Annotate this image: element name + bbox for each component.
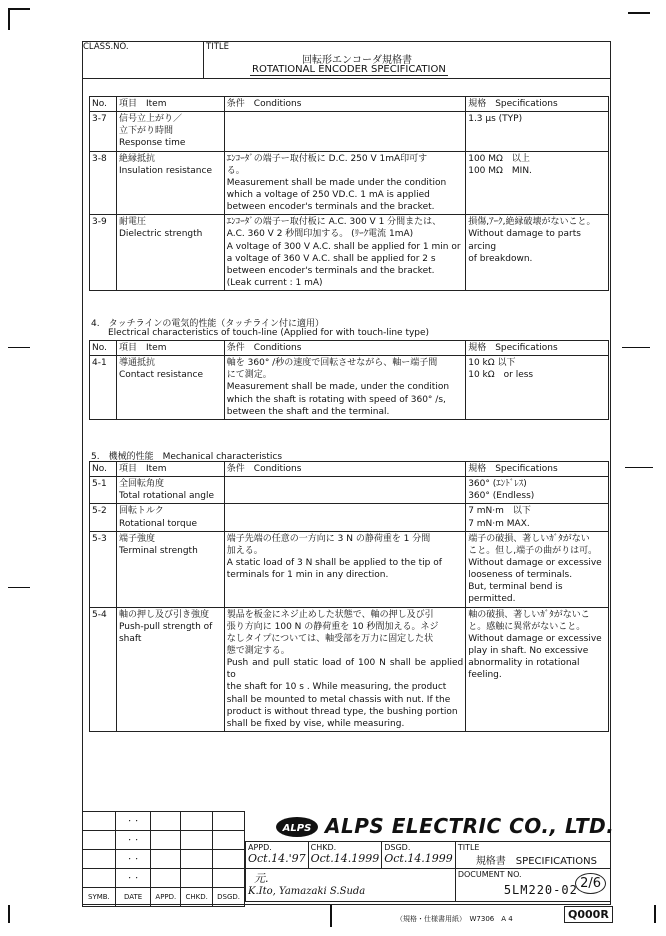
- col-item: 項目 Item: [116, 97, 224, 112]
- item-line: 軸の押し及び引き強度: [118, 609, 209, 620]
- row-item: [116, 151, 224, 215]
- signature-name-2: Yamazaki: [279, 886, 327, 897]
- dsgd-signature-date: Oct.14.1999: [384, 852, 453, 865]
- class-no-label: CLASS.NO.: [83, 42, 129, 52]
- col-specs: 規格 Specifications: [466, 97, 609, 112]
- item-line: Response time: [118, 138, 186, 149]
- row-no: 3-9: [90, 215, 117, 291]
- table-row: [90, 531, 609, 607]
- row-conditions: [224, 215, 465, 291]
- condition-line: which a voltage of 250 VD.C. 1 mA is applied: [226, 189, 430, 200]
- spec-table-1: [89, 96, 609, 291]
- revision-cell: [83, 869, 116, 888]
- item-line: shaft: [118, 633, 142, 644]
- table-row: [90, 151, 609, 215]
- revision-cell: [83, 831, 116, 850]
- spec-line: 損傷,ｱｰｸ,絶縁破壊がないこと。: [468, 217, 596, 228]
- revision-cell: [83, 812, 116, 831]
- row-no: 5-2: [90, 504, 117, 531]
- condition-line: the shaft for 10 s . While measuring, the product: [226, 682, 447, 693]
- registration-mark-mr2: [622, 347, 650, 348]
- spec-line: 100 MΩ MIN.: [468, 165, 532, 176]
- revision-row: [83, 812, 245, 831]
- row-item: [116, 607, 224, 731]
- title-block-label: TITLE: [457, 843, 480, 852]
- spec-line: 100 MΩ 以上: [468, 153, 530, 164]
- condition-line: between the shaft and the terminal.: [226, 406, 390, 417]
- revision-cell: [181, 869, 213, 888]
- revision-cell: ・・: [115, 869, 151, 888]
- dsgd-cell: [382, 842, 456, 869]
- item-line: Total rotational angle: [118, 491, 214, 502]
- revision-row: [83, 831, 245, 850]
- chkd-cell: [308, 842, 382, 869]
- condition-line: between encoder's terminals and the bracket.: [226, 202, 435, 213]
- condition-line: between encoder's terminals and the bracket.: [226, 265, 435, 276]
- chkd-signature-date: Oct.14.1999: [310, 852, 380, 865]
- revision-cell: [151, 812, 181, 831]
- col-no: No.: [90, 97, 117, 112]
- section-5-title: 5. 機械的性能 Mechanical characteristics: [91, 452, 283, 462]
- alps-logo-icon: [275, 816, 319, 838]
- item-line: 回転トルク: [118, 506, 164, 517]
- spec-line: 10 kΩ 以下: [468, 358, 516, 369]
- revision-cell: [213, 831, 245, 850]
- signature-name-1: K.Ito: [248, 886, 273, 897]
- title-jp: 回転形エンコーダ規格書: [302, 55, 412, 66]
- item-line: 耐電圧: [118, 217, 146, 228]
- row-specs: [466, 151, 609, 215]
- spec-line: Without damage or excessive: [468, 557, 602, 568]
- row-specs: [466, 215, 609, 291]
- row-conditions: [224, 356, 465, 420]
- registration-mark-ml2: [8, 587, 30, 588]
- row-item: [116, 477, 224, 504]
- appd-label: APPD.: [248, 843, 272, 852]
- spec-line: But, terminal bend is permitted.: [468, 582, 563, 605]
- registration-mark-br: [654, 905, 656, 923]
- condition-line: 軸を 360° /秒の速度で回転させながら、軸ー端子間: [226, 358, 438, 369]
- document-no-label: DOCUMENT NO.: [457, 870, 522, 879]
- row-conditions: [224, 504, 465, 531]
- rev-col-symb: SYMB.: [83, 888, 116, 907]
- registration-mark-tl-v: [8, 8, 10, 30]
- condition-line: which the shaft is rotating with speed of 360° /s,: [226, 394, 446, 405]
- signature-cell: [246, 869, 456, 902]
- condition-line: product is without thread type, the bushing portion: [226, 706, 458, 717]
- table-row: [90, 504, 609, 531]
- revision-cell: [181, 831, 213, 850]
- row-item: [116, 531, 224, 607]
- rev-col-date: DATE: [115, 888, 151, 907]
- condition-line: A voltage of 300 V A.C. shall be applied for 1 min or: [226, 241, 461, 252]
- row-conditions: [224, 607, 465, 731]
- spec-line: こと。但し,端子の曲がりは可。: [468, 545, 598, 556]
- revision-header-row: [83, 888, 245, 907]
- col-conditions: 条件 Conditions: [224, 462, 465, 477]
- title-en: ROTATIONAL ENCODER SPECIFICATION: [252, 64, 446, 75]
- revision-cell: [151, 831, 181, 850]
- document-no-cell: [455, 869, 610, 902]
- condition-line: A static load of 3 N shall be applied to the tip of: [226, 557, 442, 568]
- condition-line: terminals for 1 min in any direction.: [226, 570, 389, 581]
- signature-name-3: S.Suda: [329, 886, 366, 897]
- revision-table: [82, 811, 245, 907]
- revision-cell: [181, 812, 213, 831]
- table-header-row: [90, 341, 609, 356]
- table-row: [90, 112, 609, 151]
- table-row: [90, 477, 609, 504]
- spec-line: 端子の破損、著しいｶﾞﾀがない: [468, 533, 590, 544]
- col-no: No.: [90, 462, 117, 477]
- signature-names: K.Ito, Yamazaki S.Suda: [248, 886, 366, 897]
- title-box: [204, 41, 611, 79]
- item-line: Rotational torque: [118, 518, 198, 529]
- item-line: 絶縁抵抗: [118, 153, 155, 164]
- condition-line: shall be fixed by vise, while measuring.: [226, 718, 405, 729]
- row-specs: [466, 477, 609, 504]
- signature-mark: 元.: [254, 872, 269, 885]
- spec-line: Without damage or excessive: [468, 633, 602, 644]
- col-conditions: 条件 Conditions: [224, 97, 465, 112]
- condition-line: a voltage of 360 V A.C. shall be applied for 2 s: [226, 253, 436, 264]
- row-no: 3-8: [90, 151, 117, 215]
- spec-line: of breakdown.: [468, 253, 533, 264]
- spec-line: 1.3 μs (TYP): [468, 114, 523, 125]
- item-line: Terminal strength: [118, 545, 198, 556]
- row-no: 3-7: [90, 112, 117, 151]
- condition-line: Measurement shall be made under the condition: [226, 177, 447, 188]
- revision-cell: ・・: [115, 850, 151, 869]
- row-item: [116, 215, 224, 291]
- spec-line: 10 kΩ or less: [468, 370, 534, 381]
- company-name: ALPS ELECTRIC CO., LTD.: [325, 814, 615, 838]
- condition-line: 張り方向に 100 N の静荷重を 10 秒間加える。ネジ: [226, 621, 439, 632]
- table-row: [90, 215, 609, 291]
- item-line: Push-pull strength of: [118, 621, 213, 632]
- rev-col-appd: APPD.: [151, 888, 181, 907]
- col-specs: 規格 Specifications: [466, 341, 609, 356]
- item-line: 全回転角度: [118, 479, 164, 490]
- item-line: 立下がり時間: [118, 126, 173, 137]
- condition-line: ｴﾝｺｰﾀﾞの端子ー取付板に A.C. 300 V 1 分間または、: [226, 217, 442, 228]
- col-specs: 規格 Specifications: [466, 462, 609, 477]
- rev-col-dsgd: DSGD.: [213, 888, 245, 907]
- section-4-title-jp: 4. タッチラインの電気的性能（タッチライン付に適用）: [91, 319, 325, 329]
- revision-cell: [83, 850, 116, 869]
- spec-line: と。感触に異常がないこと。: [468, 621, 586, 632]
- spec-table-5: [89, 461, 609, 732]
- title-label: TITLE: [206, 42, 229, 52]
- quality-stamp: Q000R: [564, 906, 613, 923]
- revision-row: [83, 850, 245, 869]
- condition-line: 端子先端の任意の一方向に 3 N の静荷重を 1 分間: [226, 533, 431, 544]
- condition-line: 態で測定する。: [226, 645, 290, 656]
- item-line: 信号立上がり／: [118, 114, 182, 125]
- row-item: [116, 504, 224, 531]
- col-no: No.: [90, 341, 117, 356]
- row-item: [116, 356, 224, 420]
- item-line: 端子強度: [118, 533, 155, 544]
- item-line: Dielectric strength: [118, 229, 203, 240]
- page-number: 2/6: [575, 873, 606, 894]
- table-header-row: [90, 97, 609, 112]
- condition-line: Measurement shall be made, under the condition: [226, 382, 450, 393]
- appd-cell: [246, 842, 309, 869]
- row-specs: [466, 504, 609, 531]
- item-line: Contact resistance: [118, 370, 203, 381]
- spec-line: 軸の破損、著しいｶﾞﾀがないこ: [468, 609, 590, 620]
- condition-line: shall be mounted to metal chassis with nut. If the: [226, 694, 451, 705]
- col-item: 項目 Item: [116, 341, 224, 356]
- section-4-title-en: Electrical characteristics of touch-line (Applied for with touch-line type): [108, 328, 430, 338]
- chkd-label: CHKD.: [310, 843, 337, 852]
- row-specs: [466, 607, 609, 731]
- item-line: 導通抵抗: [118, 358, 155, 369]
- spec-table-4: [89, 340, 609, 420]
- table-header-row: [90, 462, 609, 477]
- revision-cell: [181, 850, 213, 869]
- class-no-box: [82, 41, 204, 79]
- row-conditions: [224, 531, 465, 607]
- condition-line: る。: [226, 165, 245, 176]
- rev-col-chkd: CHKD.: [181, 888, 213, 907]
- condition-line: ｴﾝｺｰﾀﾞの端子ー取付板に D.C. 250 V 1mA印可す: [226, 153, 428, 164]
- row-specs: [466, 112, 609, 151]
- spec-line: 7 mN·m 以下: [468, 506, 531, 517]
- row-no: 5-3: [90, 531, 117, 607]
- document-no: 5LM220-02: [503, 883, 578, 897]
- row-conditions: [224, 477, 465, 504]
- condition-line: A.C. 360 V 2 秒間印加する。 (ﾘｰｸ電流 1mA): [226, 229, 414, 240]
- dsgd-label: DSGD.: [384, 843, 411, 852]
- table-row: [90, 607, 609, 731]
- spec-line: looseness of terminals.: [468, 570, 573, 581]
- registration-mark-ml: [8, 347, 30, 348]
- registration-mark-mr: [625, 467, 653, 468]
- spec-line: 7 mN·m MAX.: [468, 518, 530, 529]
- table-row: [90, 356, 609, 420]
- spec-line: play in shaft. No excessive: [468, 645, 589, 656]
- row-conditions: [224, 112, 465, 151]
- row-no: 4-1: [90, 356, 117, 420]
- logo-text: ALPS: [282, 823, 312, 834]
- revision-row: [83, 869, 245, 888]
- condition-line: 加える。: [226, 545, 263, 556]
- condition-line: にて測定。: [226, 370, 272, 381]
- revision-cell: [213, 869, 245, 888]
- condition-line: (Leak current : 1 mA): [226, 277, 323, 288]
- col-item: 項目 Item: [116, 462, 224, 477]
- bottom-tick: [330, 905, 332, 927]
- registration-mark-bl: [8, 905, 10, 923]
- revision-cell: ・・: [115, 831, 151, 850]
- row-specs: [466, 531, 609, 607]
- condition-line: 製品を板金にネジ止めした状態で、軸の押し及び引: [226, 609, 434, 620]
- col-conditions: 条件 Conditions: [224, 341, 465, 356]
- row-no: 5-4: [90, 607, 117, 731]
- row-item: [116, 112, 224, 151]
- spec-line: 360° (Endless): [468, 491, 535, 502]
- title-block-value: 規格書 SPECIFICATIONS: [475, 856, 597, 867]
- company-banner: [245, 811, 615, 842]
- spec-line: abnormality in rotational feeling.: [468, 658, 580, 681]
- revision-cell: [213, 812, 245, 831]
- row-conditions: [224, 151, 465, 215]
- condition-line: なしタイプについては、軸受部を万力に固定した状: [226, 633, 434, 644]
- form-note: （規格・仕様書用紙） W7306 A 4: [396, 915, 513, 923]
- spec-line: Without damage to parts arcing: [468, 229, 581, 252]
- registration-mark-tl: [8, 8, 30, 10]
- registration-mark-tr: [628, 12, 650, 14]
- row-specs: [466, 356, 609, 420]
- row-no: 5-1: [90, 477, 117, 504]
- title-block: [245, 841, 611, 902]
- revision-cell: ・・: [115, 812, 151, 831]
- condition-line: Push and pull static load of 100 N shall be applied to: [226, 658, 464, 681]
- revision-cell: [213, 850, 245, 869]
- appd-signature-date: Oct.14.'97: [248, 852, 306, 865]
- spec-line: 360° (ｴﾝﾄﾞﾚｽ): [468, 479, 527, 490]
- revision-cell: [151, 869, 181, 888]
- item-line: Insulation resistance: [118, 165, 212, 176]
- title-cell: [455, 842, 610, 869]
- revision-cell: [151, 850, 181, 869]
